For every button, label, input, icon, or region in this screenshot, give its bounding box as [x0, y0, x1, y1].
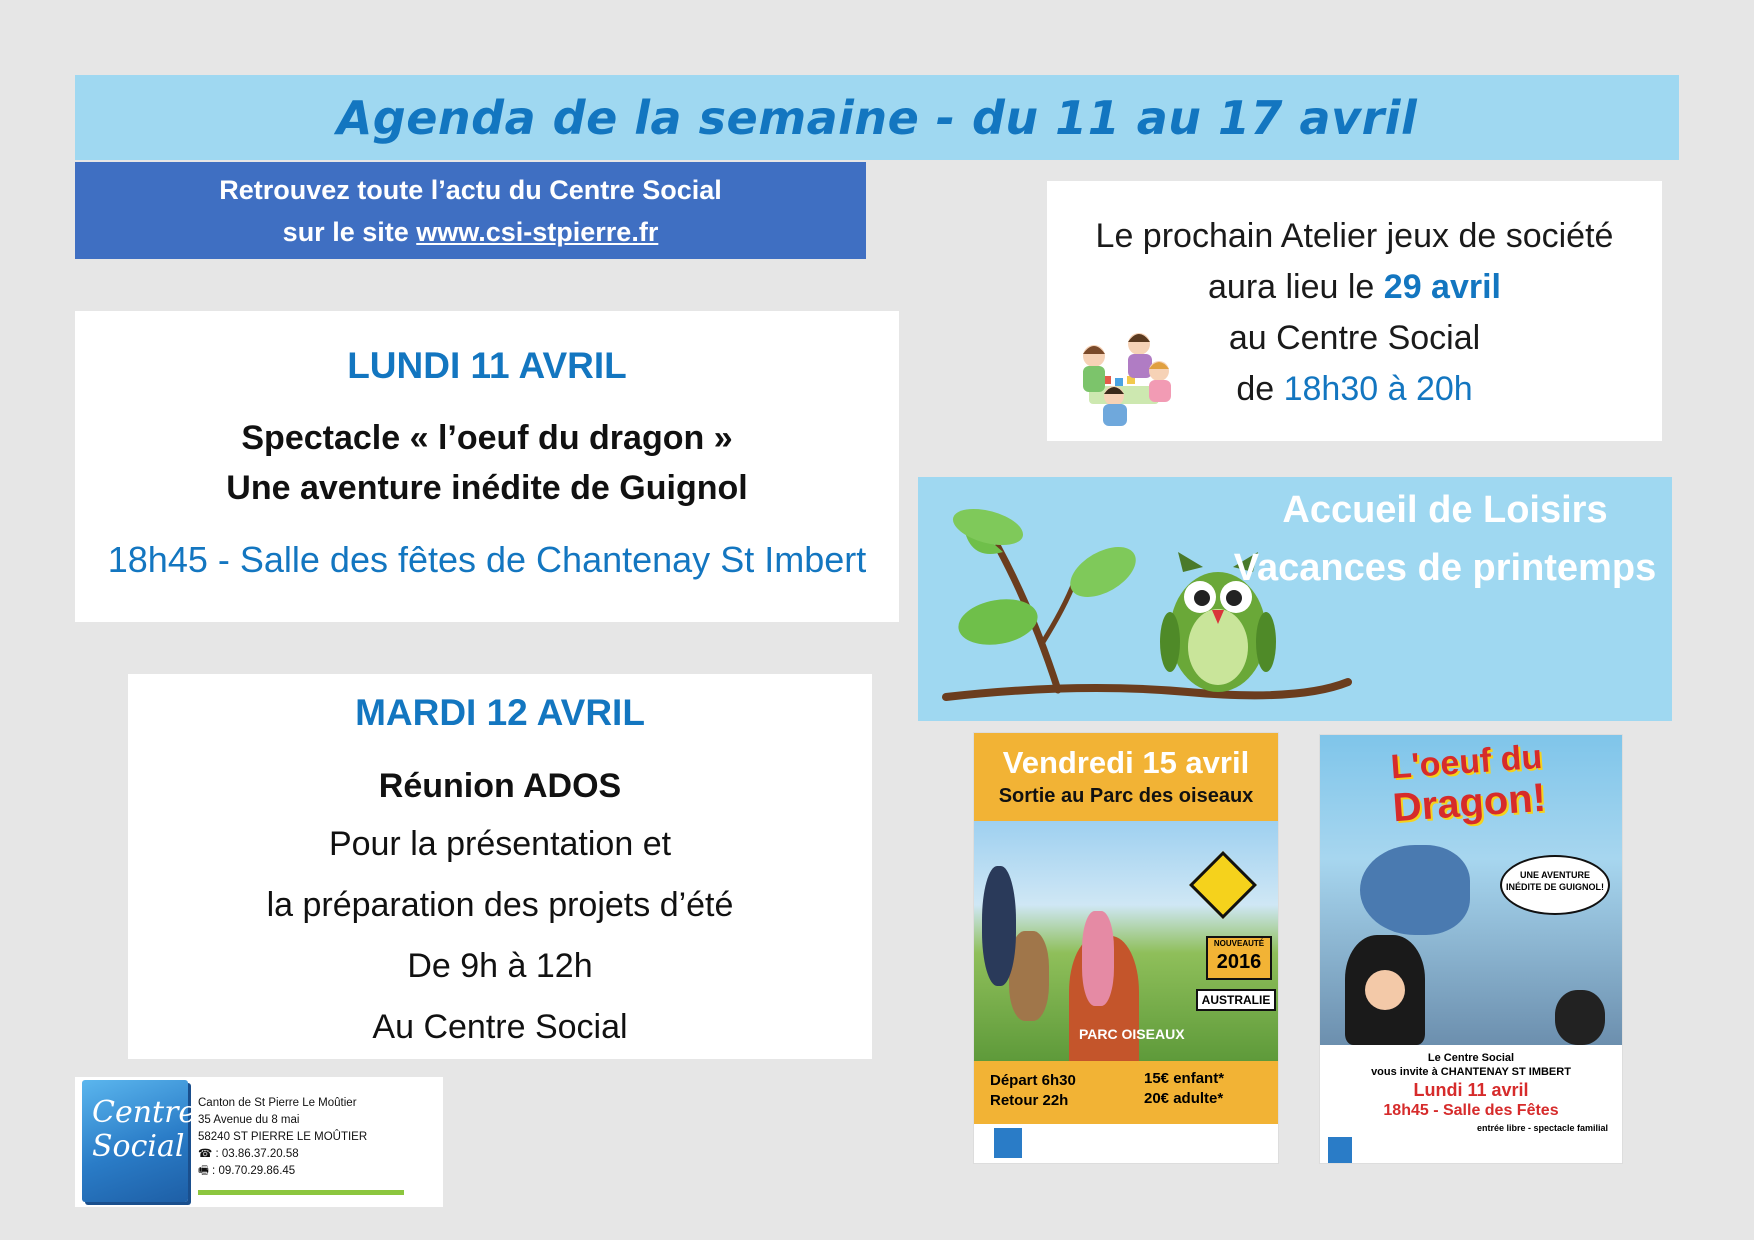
departure-time: Départ 6h30 [990, 1072, 1076, 1089]
footer-org: Canton de St Pierre Le Moûtier [198, 1097, 357, 1109]
site-banner-prefix: sur le site [282, 216, 417, 247]
title-band [75, 75, 1679, 160]
logo-line2: Social [92, 1129, 185, 1164]
footer-address2: 58240 ST PIERRE LE MOÛTIER [198, 1131, 368, 1143]
invite-line1: Le Centre Social [1427, 1052, 1515, 1064]
site-banner-line2 [283, 211, 659, 253]
loisirs-line1: Accueil de Loisirs [1282, 489, 1608, 531]
return-time: Retour 22h [990, 1092, 1069, 1109]
loisirs-box [918, 477, 1672, 721]
footer-address [198, 1095, 438, 1180]
dragon-date: Lundi 11 avril [1413, 1080, 1529, 1100]
poster-dragon-logo-strip [1320, 1135, 1622, 1163]
speech-bubble: UNE AVENTURE INÉDITE DE GUIGNOL! [1500, 855, 1610, 915]
loisirs-line2: Vacances de printemps [1233, 547, 1657, 589]
atelier-line3: au Centre Social [1228, 319, 1481, 357]
site-banner-line1: Retrouvez toute l’actu du Centre Social [219, 174, 722, 205]
dragon-title-line2: Dragon! [1391, 775, 1548, 831]
monday-heading: LUNDI 11 AVRIL [347, 345, 627, 386]
footer-contact-card [75, 1077, 443, 1207]
australie-sign: AUSTRALIE [1196, 989, 1276, 1011]
dragon-figure [1360, 845, 1470, 935]
atelier-line2-prefix: aura lieu le [1208, 268, 1384, 306]
tuesday-time: De 9h à 12h [407, 947, 593, 985]
page-title: Agenda de la semaine - du 11 au 17 avril [336, 90, 1418, 145]
atelier-date: 29 avril [1383, 268, 1501, 306]
poster-parc-logo-strip [974, 1124, 1278, 1164]
footer-phone: ☎ : 03.86.37.20.58 [198, 1148, 299, 1160]
poster-parc-photo [974, 821, 1278, 1061]
poster-dragon-info [1320, 1045, 1622, 1135]
price-adult: 20€ adulte* [1144, 1090, 1224, 1107]
logo-line1: Centre [92, 1095, 197, 1130]
centre-social-mini-logo [994, 1128, 1022, 1158]
footer-fax: 🖷 : 09.70.29.86.45 [198, 1165, 296, 1177]
tuesday-heading: MARDI 12 AVRIL [355, 692, 645, 733]
atelier-time: 18h30 à 20h [1283, 370, 1473, 408]
atelier-box [1047, 181, 1662, 441]
badge-year: 2016 [1216, 951, 1262, 973]
price-child: 15€ enfant* [1144, 1070, 1225, 1087]
poster-parc-date: Vendredi 15 avril [1002, 745, 1250, 780]
tuesday-line2: la préparation des projets d’été [266, 886, 734, 924]
nouveaute-badge [1206, 936, 1272, 980]
park-logo: PARC OISEAUX [1079, 1026, 1185, 1042]
girl-figure [1082, 911, 1114, 1006]
poster-parc-footer [974, 1061, 1278, 1124]
poster-parc-des-oiseaux[interactable] [973, 732, 1279, 1164]
dragon-time-place: 18h45 - Salle des Fêtes [1383, 1102, 1559, 1119]
dragon-entry: entrée libre - spectacle familial [1476, 1123, 1608, 1133]
dragon-title-line1: L'oeuf du [1389, 737, 1544, 787]
site-link[interactable]: www.csi-stpierre.fr [416, 216, 659, 247]
atelier-line4-prefix: de [1236, 370, 1284, 408]
invite-line2: vous invite à CHANTENAY ST IMBERT [1371, 1066, 1571, 1078]
tuesday-title: Réunion ADOS [378, 767, 622, 805]
footer-green-bar [198, 1190, 404, 1195]
emu-sign-icon [1189, 851, 1257, 919]
cassowary-figure [982, 866, 1016, 986]
centre-social-mini-logo [1328, 1137, 1352, 1163]
centre-social-logo [82, 1080, 197, 1202]
tuesday-line1: Pour la présentation et [328, 825, 672, 863]
cat-figure [1555, 990, 1605, 1045]
loisirs-text [1230, 477, 1660, 597]
site-banner [75, 162, 866, 259]
monday-event-box [75, 311, 899, 622]
atelier-line1: Le prochain Atelier jeux de société [1095, 217, 1614, 255]
tuesday-event-box [128, 674, 872, 1059]
poster-parc-header [974, 733, 1278, 821]
monday-info: 18h45 - Salle des fêtes de Chantenay St Imbert [107, 539, 867, 580]
tuesday-place: Au Centre Social [372, 1008, 628, 1046]
poster-parc-subtitle: Sortie au Parc des oiseaux [998, 785, 1254, 807]
footer-address1: 35 Avenue du 8 mai [198, 1114, 300, 1126]
badge-label: NOUVEAUTÉ [1213, 939, 1265, 948]
poster-dragon-art [1320, 735, 1622, 1045]
atelier-line2 [1047, 262, 1662, 313]
monday-title-line1: Spectacle « l’oeuf du dragon » [241, 419, 733, 457]
kids-board-game-illustration [1059, 326, 1189, 431]
monday-title-line2: Une aventure inédite de Guignol [226, 469, 748, 507]
poster-dragon-title [1325, 735, 1610, 835]
poster-oeuf-du-dragon[interactable] [1319, 734, 1623, 1164]
